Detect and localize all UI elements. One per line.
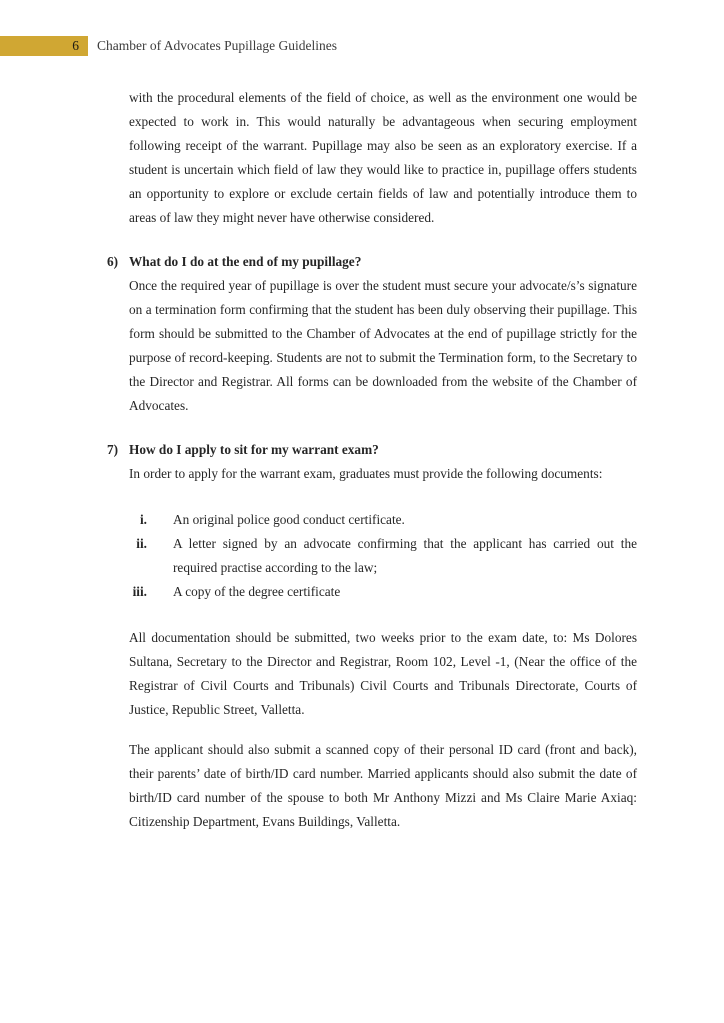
section-q7-heading: How do I apply to sit for my warrant exam?: [129, 442, 379, 457]
id-card-paragraph: The applicant should also submit a scanned copy of their personal ID card (front and back), their parents’ date of birth/ID card number. Married applicants should also submit the date of birth/ID card number of the spouse to both Mr Anthony Mizzi and Ms Claire Marie Axiaq: Citizenship Department, Evans Buildings, Valletta.: [129, 742, 637, 829]
submission-details-paragraph: All documentation should be submitted, two weeks prior to the exam date, to: Ms Dolores Sultana, Secretary to the Director and Registrar, Room 102, Level -1, (Near the office of the Registrar of Civil Courts and Tribunals) Civil Courts and Tribunals Directorate, Courts of Justice, Republic Street, Valletta.: [129, 630, 637, 717]
list-marker: i.: [139, 512, 147, 527]
header-title: Chamber of Advocates Pupillage Guidelines: [97, 38, 337, 53]
section-q7: [107, 438, 637, 834]
document-body: [107, 86, 637, 854]
section-q7-body: In order to apply for the warrant exam, graduates must provide the following documents:: [129, 466, 603, 481]
section-q6: [107, 250, 637, 418]
section-q7-heading-row: [107, 438, 637, 462]
page-number: 6: [72, 38, 79, 53]
list-marker: iii.: [132, 584, 147, 599]
list-item: [129, 532, 637, 580]
page-number-bar: [0, 36, 88, 56]
list-item: [129, 508, 637, 532]
page-header: [0, 36, 724, 56]
required-documents-list: [129, 508, 637, 604]
section-q7-number: 7): [107, 442, 119, 457]
list-item-text: An original police good conduct certificate.: [173, 512, 405, 527]
section-q6-number: 6): [107, 254, 119, 269]
intro-paragraph: with the procedural elements of the field of choice, as well as the environment one would be expected to work in. This would naturally be advantageous when securing employment following receipt of the warrant. Pupillage may also be seen as an exploratory exercise. If a student is uncertain which field of law they would like to practice in, pupillage offers students an opportunity to explore or exclude certain fields of law and potentially introduce them to areas of law they might never have otherwise considered.: [129, 90, 637, 225]
section-q6-body: Once the required year of pupillage is over the student must secure your advocate/s’s signature on a termination form confirming that the student has been duly observing their pupillage. This form should be submitted to the Chamber of Advocates at the end of pupillage strictly for the purpose of record-keeping. Students are not to submit the Termination form, to the Secretary to the Director and Registrar. All forms can be downloaded from the website of the Chamber of Advocates.: [129, 278, 637, 413]
list-item: [129, 580, 637, 604]
list-marker: ii.: [136, 536, 147, 551]
list-item-text: A copy of the degree certificate: [173, 584, 341, 599]
list-item-text: A letter signed by an advocate confirming that the applicant has carried out the required practise according to the law;: [173, 536, 637, 575]
section-q6-heading: What do I do at the end of my pupillage?: [129, 254, 362, 269]
section-q6-heading-row: [107, 250, 637, 274]
